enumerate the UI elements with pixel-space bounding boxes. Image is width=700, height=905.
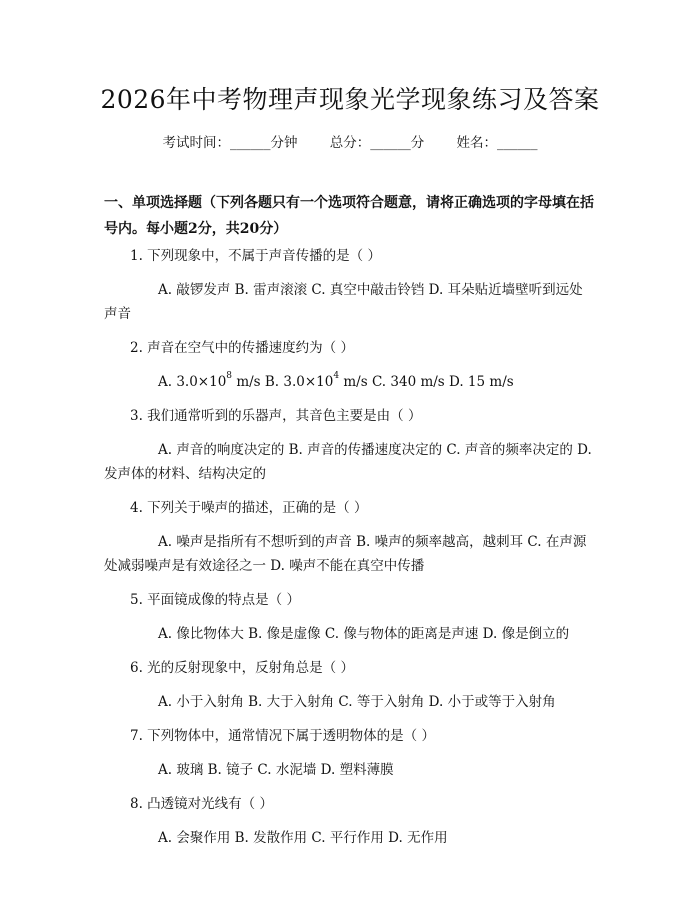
question-options: A. 噪声是指所有不想听到的声音 B. 噪声的频率越高，越刺耳 C. 在声源处减弱噪声是有效途径之一 D. 噪声不能在真空中传播 bbox=[104, 534, 587, 574]
exam-title: 2026年中考物理声现象光学现象练习及答案 bbox=[100, 85, 600, 114]
question-options: A. 小于入射角 B. 大于入射角 C. 等于入射角 D. 小于或等于入射角 bbox=[158, 694, 556, 710]
question-options: A. 声音的响度决定的 B. 声音的传播速度决定的 C. 声音的频率决定的 D. 发声体的材料、结构决定的 bbox=[104, 442, 592, 482]
question-options: A. 玻璃 B. 镜子 C. 水泥墙 D. 塑料薄膜 bbox=[158, 762, 394, 778]
question-item bbox=[104, 724, 594, 782]
section-heading: 一、单项选择题（下列各题只有一个选项符合题意，请将正确选项的字母填在括号内。每小题2分，共20分） bbox=[104, 195, 594, 237]
option-a-exponent: 8 bbox=[226, 371, 233, 381]
question-options: A. 敲锣发声 B. 雷声滚滚 C. 真空中敲击铃铛 D. 耳朵贴近墙壁听到远处声音 bbox=[104, 282, 583, 322]
option-a-text: A. 3.0×10 bbox=[158, 374, 227, 390]
question-item bbox=[104, 336, 594, 394]
name-blank: ______ bbox=[497, 135, 538, 151]
question-item bbox=[104, 496, 594, 578]
question-stem: 6. 光的反射现象中，反射角总是（ ） bbox=[130, 660, 354, 676]
question-stem: 5. 平面镜成像的特点是（ ） bbox=[130, 592, 300, 608]
option-b-text: m/s B. 3.0×10 bbox=[232, 374, 334, 390]
question-options: A. 会聚作用 B. 发散作用 C. 平行作用 D. 无作用 bbox=[158, 830, 448, 846]
question-options: A. 像比物体大 B. 像是虚像 C. 像与物体的距离是声速 D. 像是倒立的 bbox=[158, 626, 570, 642]
question-item bbox=[104, 792, 594, 850]
option-rest-text: m/s C. 340 m/s D. 15 m/s bbox=[339, 374, 514, 390]
exam-name bbox=[457, 135, 538, 151]
exam-score bbox=[330, 135, 425, 151]
question-item bbox=[104, 656, 594, 714]
option-b-exponent: 4 bbox=[333, 371, 340, 381]
exam-time bbox=[162, 135, 297, 151]
question-stem: 2. 声音在空气中的传播速度约为（ ） bbox=[130, 340, 354, 356]
exam-meta bbox=[0, 131, 700, 151]
time-blank: ______ bbox=[229, 135, 271, 151]
score-blank: ______ bbox=[370, 135, 411, 151]
question-item bbox=[104, 404, 594, 486]
time-unit: 分钟 bbox=[270, 135, 298, 151]
question-list bbox=[104, 244, 594, 860]
question-stem: 4. 下列关于噪声的描述，正确的是（ ） bbox=[130, 500, 368, 516]
question-item bbox=[104, 244, 594, 326]
question-stem: 3. 我们通常听到的乐器声，其音色主要是由（ ） bbox=[130, 408, 422, 424]
question-stem: 7. 下列物体中，通常情况下属于透明物体的是（ ） bbox=[130, 728, 435, 744]
question-stem: 1. 下列现象中，不属于声音传播的是（ ） bbox=[130, 248, 381, 264]
score-label: 总分： bbox=[329, 135, 371, 151]
score-unit: 分 bbox=[410, 135, 425, 151]
name-label: 姓名： bbox=[456, 135, 498, 151]
time-label: 考试时间： bbox=[162, 135, 230, 151]
question-options bbox=[104, 370, 594, 394]
question-item bbox=[104, 588, 594, 646]
question-stem: 8. 凸透镜对光线有（ ） bbox=[130, 796, 273, 812]
